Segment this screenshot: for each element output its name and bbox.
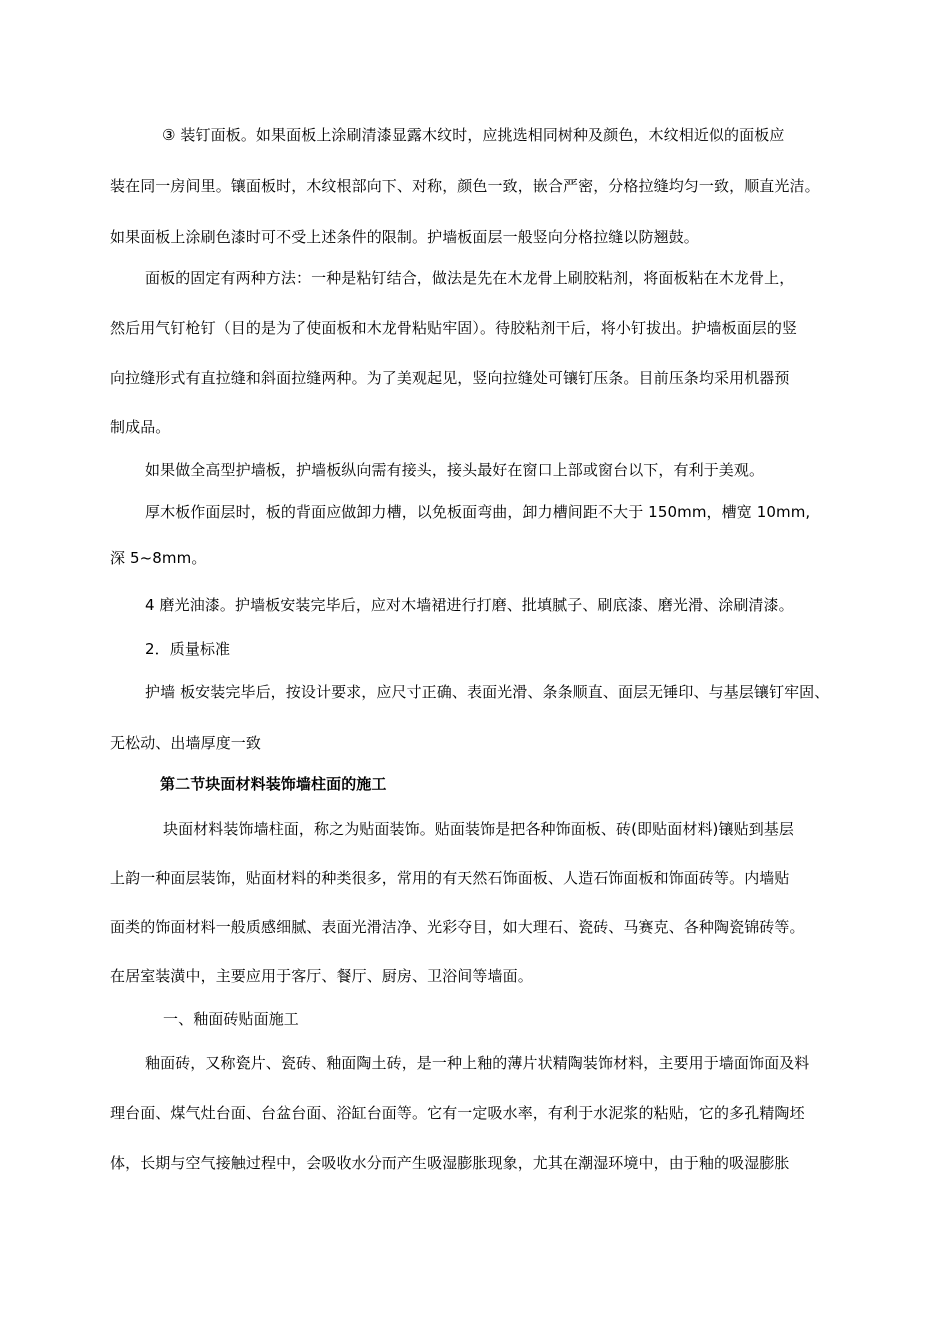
text-line: ③ 装钉面板。如果面板上涂刷清漆显露木纹时，应挑选相同树种及颜色，木纹相近似的面板应	[162, 126, 785, 144]
text-line: 块面材料装饰墙柱面，称之为贴面装饰。贴面装饰是把各种饰面板、砖(即贴面材料)镶贴到基层	[163, 820, 795, 838]
section-heading: 2．质量标准	[145, 640, 231, 658]
text-line: 在居室装潢中，主要应用于客厅、餐厅、厨房、卫浴间等墙面。	[110, 967, 533, 985]
text-line: 向拉缝形式有直拉缝和斜面拉缝两种。为了美观起见，竖向拉缝处可镶钉压条。目前压条均采用机器预	[110, 369, 790, 387]
text-line: 护墙 板安装完毕后，按设计要求，应尺寸正确、表面光滑、条条顺直、面层无锤印、与基层镶钉牢固、	[145, 683, 830, 701]
text-line: 深 5~8mm。	[110, 549, 207, 567]
text-line: 上韵一种面层装饰，贴面材料的种类很多，常用的有天然石饰面板、人造石饰面板和饰面砖等。内墙贴	[110, 869, 790, 887]
chapter-heading: 第二节块面材料装饰墙柱面的施工	[160, 775, 387, 793]
text-line: 如果做全高型护墙板，护墙板纵向需有接头，接头最好在窗口上部或窗台以下，有利于美观。	[145, 461, 765, 479]
text-line: 厚木板作面层时，板的背面应做卸力槽，以免板面弯曲，卸力槽间距不大于 150mm，槽宽 10mm,	[145, 503, 811, 521]
text-line: 装在同一房间里。镶面板时，木纹根部向下、对称，颜色一致，嵌合严密，分格拉缝均匀一致，顺直光洁。	[110, 177, 820, 195]
text-line: 面类的饰面材料一般质感细腻、表面光滑洁净、光彩夺目，如大理石、瓷砖、马赛克、各种陶瓷锦砖等。	[110, 918, 805, 936]
text-line: 体，长期与空气接触过程中，会吸收水分而产生吸湿膨胀现象，尤其在潮湿环境中，由于釉的吸湿膨胀	[110, 1154, 790, 1172]
text-line: 面板的固定有两种方法：一种是粘钉结合，做法是先在木龙骨上刷胶粘剂，将面板粘在木龙骨上，	[145, 269, 795, 287]
text-line: 如果面板上涂刷色漆时可不受上述条件的限制。护墙板面层一般竖向分格拉缝以防翘鼓。	[110, 228, 699, 246]
text-line: 釉面砖，又称瓷片、瓷砖、釉面陶土砖，是一种上釉的薄片状精陶装饰材料，主要用于墙面饰面及料	[145, 1054, 810, 1072]
text-line: 理台面、煤气灶台面、台盆台面、浴缸台面等。它有一定吸水率，有利于水泥浆的粘贴，它的多孔精陶坯	[110, 1104, 805, 1122]
section-heading: 一、釉面砖贴面施工	[163, 1010, 299, 1028]
text-line: 然后用气钉枪钉（目的是为了使面板和木龙骨粘贴牢固）。待胶粘剂干后，将小钉拔出。护墙板面层的竖	[110, 319, 798, 337]
text-line: 4 磨光油漆。护墙板安装完毕后，应对木墙裙进行打磨、批填腻子、刷底漆、磨光滑、涂刷清漆。	[145, 596, 794, 614]
text-line: 制成品。	[110, 418, 171, 436]
text-line: 无松动、出墙厚度一致	[110, 734, 262, 752]
